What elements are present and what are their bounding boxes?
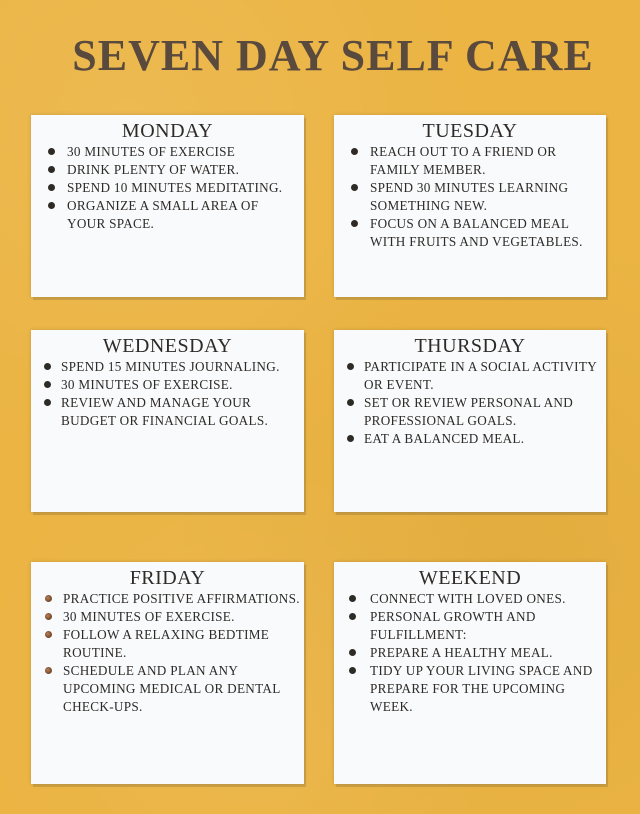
list-item: 30 MINUTES OF EXERCISE — [31, 143, 304, 161]
list-item: SET OR REVIEW PERSONAL AND PROFESSIONAL GOALS. — [334, 394, 606, 430]
list-item: CONNECT WITH LOVED ONES. — [334, 590, 606, 608]
task-list — [31, 358, 304, 430]
day-title: FRIDAY — [129, 567, 206, 589]
list-item: PERSONAL GROWTH AND FULFILLMENT: — [334, 608, 606, 644]
bullet-icon — [351, 220, 358, 227]
list-item: FOLLOW A RELAXING BEDTIME ROUTINE. — [31, 626, 304, 662]
list-item: SPEND 30 MINUTES LEARNING SOMETHING NEW. — [334, 179, 606, 215]
bullet-icon — [349, 613, 356, 620]
task-list — [31, 590, 304, 716]
bullet-icon — [45, 631, 52, 638]
bullet-icon — [45, 613, 52, 620]
task-list — [334, 590, 606, 716]
bullet-icon — [48, 202, 55, 209]
bullet-icon — [347, 435, 354, 442]
list-item: ORGANIZE A SMALL AREA OF YOUR SPACE. — [31, 197, 304, 233]
bullet-icon — [44, 363, 51, 370]
task-list — [31, 143, 304, 233]
task-list — [334, 358, 606, 448]
bullet-icon — [351, 148, 358, 155]
day-title: THURSDAY — [414, 335, 526, 357]
bullet-icon — [48, 166, 55, 173]
list-item: PRACTICE POSITIVE AFFIRMATIONS. — [31, 590, 304, 608]
thursday-card — [334, 330, 606, 512]
bullet-icon — [347, 363, 354, 370]
bullet-icon — [48, 148, 55, 155]
bullet-icon — [45, 595, 52, 602]
list-item: TIDY UP YOUR LIVING SPACE AND PREPARE FOR THE UPCOMING WEEK. — [334, 662, 606, 716]
page-title: SEVEN DAY SELF CARE — [72, 31, 594, 80]
bullet-icon — [351, 184, 358, 191]
bullet-icon — [44, 399, 51, 406]
tuesday-card — [334, 115, 606, 297]
monday-card — [31, 115, 304, 297]
list-item: REACH OUT TO A FRIEND OR FAMILY MEMBER. — [334, 143, 606, 179]
bullet-icon — [44, 381, 51, 388]
friday-card — [31, 562, 304, 784]
bullet-icon — [349, 595, 356, 602]
day-title: TUESDAY — [422, 120, 518, 142]
list-item: 30 MINUTES OF EXERCISE. — [31, 376, 304, 394]
task-list — [334, 143, 606, 251]
list-item: PARTICIPATE IN A SOCIAL ACTIVITY OR EVENT. — [334, 358, 606, 394]
day-title: MONDAY — [121, 120, 214, 142]
bullet-icon — [349, 649, 356, 656]
list-item: PREPARE A HEALTHY MEAL. — [334, 644, 606, 662]
day-title: WEDNESDAY — [102, 335, 233, 357]
list-item: DRINK PLENTY OF WATER. — [31, 161, 304, 179]
bullet-icon — [48, 184, 55, 191]
list-item: REVIEW AND MANAGE YOUR BUDGET OR FINANCIAL GOALS. — [31, 394, 304, 430]
bullet-icon — [45, 667, 52, 674]
list-item: EAT A BALANCED MEAL. — [334, 430, 606, 448]
list-item: FOCUS ON A BALANCED MEAL WITH FRUITS AND VEGETABLES. — [334, 215, 606, 251]
weekend-card — [334, 562, 606, 784]
wednesday-card — [31, 330, 304, 512]
day-title: WEEKEND — [418, 567, 522, 589]
list-item: SPEND 10 MINUTES MEDITATING. — [31, 179, 304, 197]
list-item: SCHEDULE AND PLAN ANY UPCOMING MEDICAL OR DENTAL CHECK-UPS. — [31, 662, 304, 716]
list-item: 30 MINUTES OF EXERCISE. — [31, 608, 304, 626]
bullet-icon — [349, 667, 356, 674]
bullet-icon — [347, 399, 354, 406]
list-item: SPEND 15 MINUTES JOURNALING. — [31, 358, 304, 376]
